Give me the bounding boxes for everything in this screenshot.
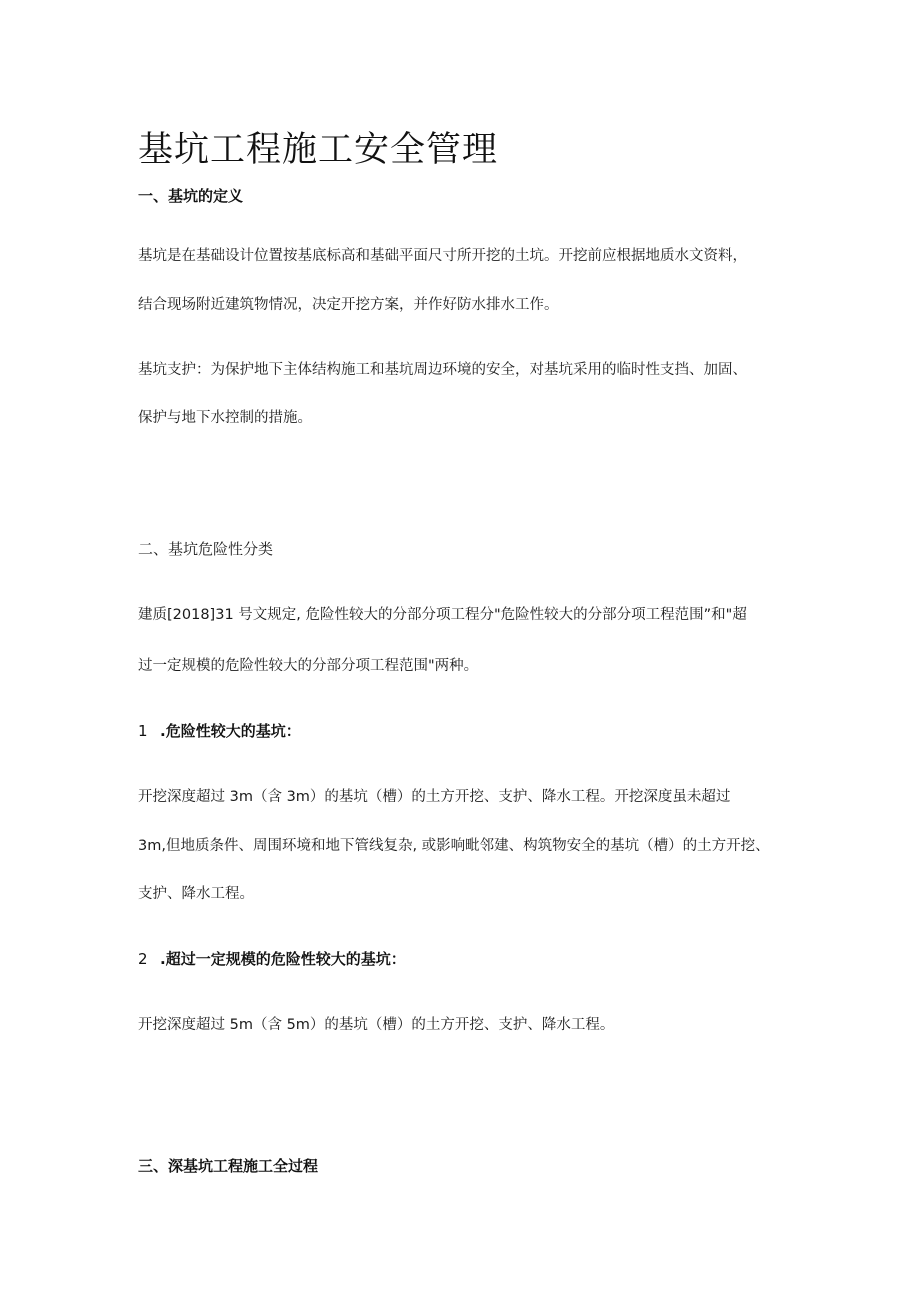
section-2-heading: 二、基坑危险性分类	[138, 540, 274, 558]
section-2-paragraph-line-2: 过一定规模的危险性较大的分部分项工程范围"两种。	[138, 658, 479, 674]
item-1-heading	[138, 720, 301, 741]
section-3-heading: 三、深基坑工程施工全过程	[138, 1157, 319, 1175]
item-1-label: .危险性较大的基坑：	[160, 722, 301, 740]
item-2-label: .超过一定规模的危险性较大的基坑：	[160, 950, 406, 968]
item-1-line-3: 支护、降水工程。	[138, 886, 254, 902]
item-2-number: 2	[138, 950, 148, 968]
item-1-line-1: 开挖深度超过 3m（含 3m）的基坑（槽）的土方开挖、支护、降水工程。开挖深度虽未超过	[138, 789, 731, 805]
item-2-line-1: 开挖深度超过 5m（含 5m）的基坑（槽）的土方开挖、支护、降水工程。	[138, 1017, 615, 1033]
section-1-paragraph-2-line-1: 基坑支护：为保护地下主体结构施工和基坑周边环境的安全，对基坑采用的临时性支挡、加固、	[138, 362, 747, 378]
section-1-paragraph-1-line-2: 结合现场附近建筑物情况，决定开挖方案，并作好防水排水工作。	[138, 297, 559, 313]
document-title: 基坑工程施工安全管理	[138, 130, 499, 170]
section-1-paragraph-2-line-2: 保护与地下水控制的措施。	[138, 410, 312, 426]
section-1-heading: 一、基坑的定义	[138, 187, 244, 205]
item-1-number: 1	[138, 722, 148, 740]
item-1-line-2: 3m,但地质条件、周围环境和地下管线复杂, 或影响毗邻建、构筑物安全的基坑（槽）的土方开挖、	[138, 838, 770, 854]
section-1-paragraph-1-line-1: 基坑是在基础设计位置按基底标高和基础平面尺寸所开挖的土坑。开挖前应根据地质水文资料，	[138, 248, 747, 264]
section-2-paragraph-line-1: 建质[2018]31 号文规定, 危险性较大的分部分项工程分"危险性较大的分部分项工程范围”和"超	[138, 607, 747, 623]
item-2-heading	[138, 948, 406, 969]
